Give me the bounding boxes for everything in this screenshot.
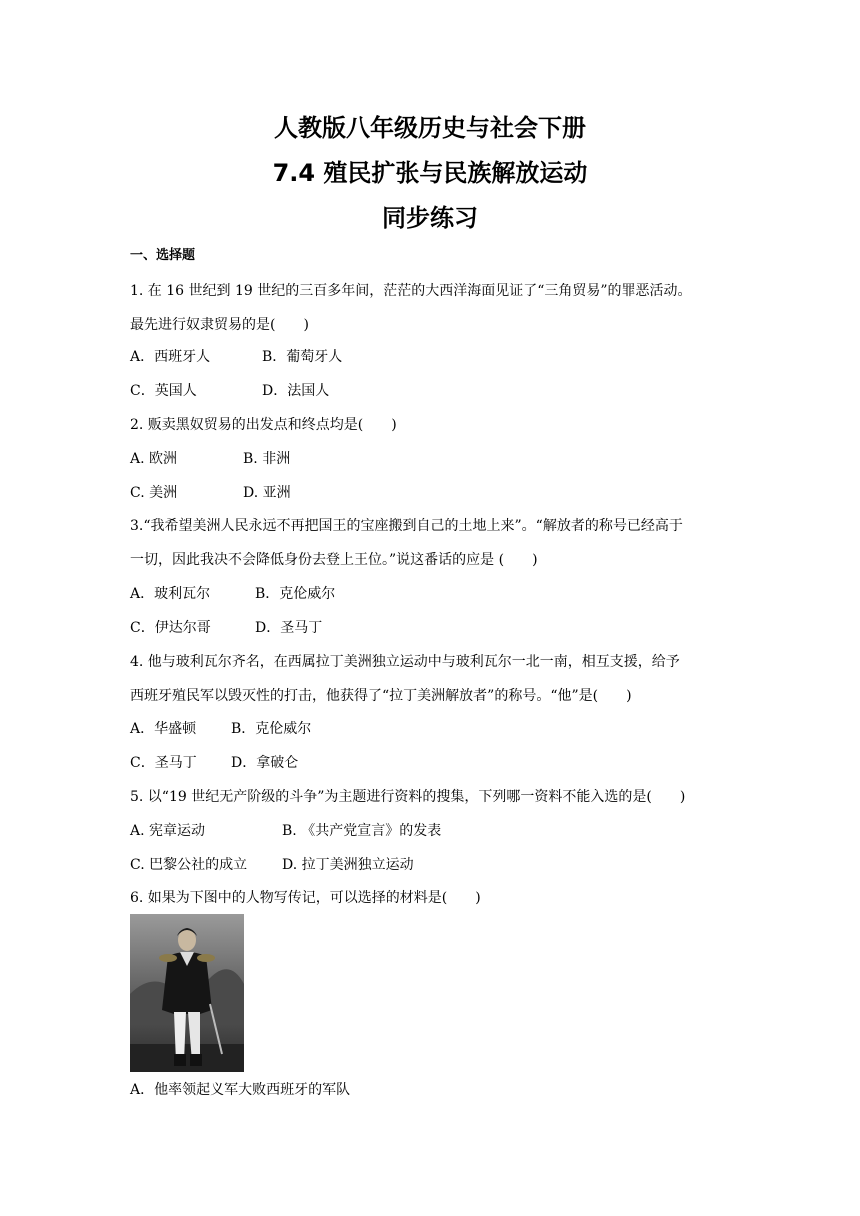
question-3-text-line-1: 3.“我希望美洲人民永远不再把国王的宝座搬到自己的土地上来”。“解放者的称号已经高于 (130, 518, 683, 534)
question-1-option-c: C．英国人 (130, 383, 197, 399)
question-1-option-b: B．葡萄牙人 (262, 349, 343, 365)
question-2-option-a: A. 欧洲 (130, 451, 178, 467)
question-5-option-d: D. 拉丁美洲独立运动 (282, 857, 414, 873)
question-4-option-a: A．华盛顿 (130, 721, 197, 737)
section-heading: 一、选择题 (130, 248, 196, 263)
question-3-text-line-2: 一切，因此我决不会降低身份去登上王位。”说这番话的应是 ( ) (130, 552, 538, 568)
question-4-option-d: D．拿破仑 (231, 755, 299, 771)
question-1-option-a: A．西班牙人 (130, 349, 211, 365)
question-1-text-line-1: 1. 在 16 世纪到 19 世纪的三百多年间，茫茫的大西洋海面见证了“三角贸易”的罪恶活动。 (130, 283, 692, 299)
exercise-title: 同步练习 (382, 204, 478, 232)
question-2-option-c: C. 美洲 (130, 485, 178, 501)
question-2-text-line-1: 2. 贩卖黑奴贸易的出发点和终点均是( ) (130, 417, 397, 433)
question-3-option-c: C．伊达尔哥 (130, 620, 211, 636)
question-4-option-c: C．圣马丁 (130, 755, 197, 771)
question-3-option-a: A．玻利瓦尔 (130, 586, 211, 602)
question-5-text-line-1: 5. 以“19 世纪无产阶级的斗争”为主题进行资料的搜集，下列哪一资料不能入选的是( ) (130, 789, 686, 805)
question-1-text-line-2: 最先进行奴隶贸易的是( ) (130, 317, 309, 333)
document-title: 人教版八年级历史与社会下册 (274, 114, 586, 142)
question-4-text-line-2: 西班牙殖民军以毁灭性的打击，他获得了“拉丁美洲解放者”的称号。“他”是( ) (130, 688, 632, 704)
question-6-option-a: A．他率领起义军大败西班牙的军队 (130, 1082, 351, 1098)
portrait-image (130, 914, 244, 1072)
question-3-option-d: D．圣马丁 (255, 620, 323, 636)
question-1-option-d: D．法国人 (262, 383, 330, 399)
question-6-text-line-1: 6. 如果为下图中的人物写传记，可以选择的材料是( ) (130, 890, 481, 906)
lesson-title: 7.4 殖民扩张与民族解放运动 (272, 159, 588, 187)
question-5-option-a: A. 宪章运动 (130, 823, 206, 839)
question-5-option-b: B. 《共产党宣言》的发表 (282, 823, 442, 839)
question-3-option-b: B．克伦威尔 (255, 586, 336, 602)
question-4-text-line-1: 4. 他与玻利瓦尔齐名，在西属拉丁美洲独立运动中与玻利瓦尔一北一南，相互支援，给予 (130, 654, 680, 670)
question-4-option-b: B．克伦威尔 (231, 721, 312, 737)
question-5-option-c: C. 巴黎公社的成立 (130, 857, 248, 873)
question-2-option-d: D. 亚洲 (243, 485, 291, 501)
question-2-option-b: B. 非洲 (243, 451, 291, 467)
